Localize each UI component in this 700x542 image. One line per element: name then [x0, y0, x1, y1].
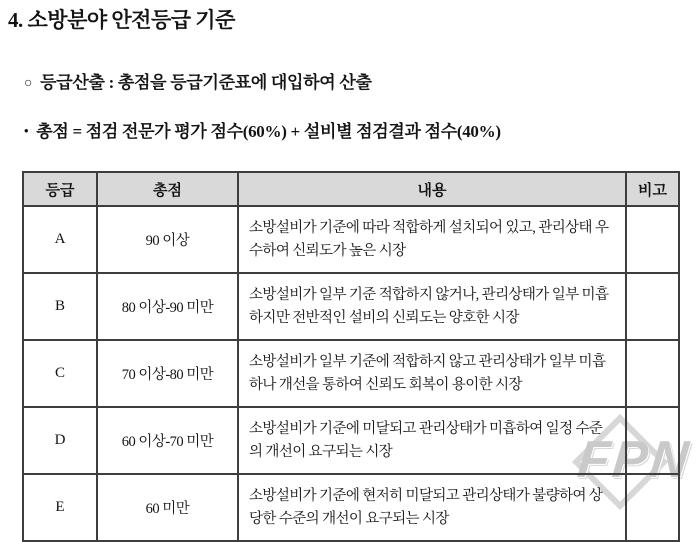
desc-cell: 소방설비가 기준에 현저히 미달되고 관리상태가 불량하여 상당한 수준의 개선이 요구되는 시장: [238, 474, 626, 541]
score-cell: 80 이상-90 미만: [97, 273, 238, 340]
note-cell: [626, 340, 679, 407]
bullet-grade-calc: [24, 68, 372, 93]
score-cell: 60 이상-70 미만: [97, 407, 238, 474]
table-row-grade-e: [23, 474, 679, 541]
score-cell: 60 미만: [97, 474, 238, 541]
grade-cell: D: [23, 407, 97, 474]
table-header-row: [23, 172, 679, 206]
grade-cell: C: [23, 340, 97, 407]
score-cell: 90 이상: [97, 206, 238, 273]
table-row-grade-d: [23, 407, 679, 474]
bullet-total-score-formula: [24, 117, 501, 142]
note-cell: [626, 206, 679, 273]
table-row-grade-a: [23, 206, 679, 273]
grade-cell: B: [23, 273, 97, 340]
table-row-grade-c: [23, 340, 679, 407]
header-grade: 등급: [23, 172, 97, 206]
grade-cell: E: [23, 474, 97, 541]
header-desc: 내용: [238, 172, 626, 206]
table-row-grade-b: [23, 273, 679, 340]
hollow-circle-bullet-icon: ○: [24, 76, 33, 91]
note-cell: [626, 474, 679, 541]
score-cell: 70 이상-80 미만: [97, 340, 238, 407]
header-note: 비고: [626, 172, 679, 206]
desc-cell: 소방설비가 일부 기준 적합하지 않거나, 관리상태가 일부 미흡하지만 전반적인 설비의 신뢰도는 양호한 시장: [238, 273, 626, 340]
note-cell: [626, 407, 679, 474]
dot-bullet-icon: •: [24, 123, 29, 138]
page-title: 4. 소방분야 안전등급 기준: [8, 8, 235, 32]
grade-criteria-table: [22, 171, 680, 542]
desc-cell: 소방설비가 기준에 따라 적합하게 설치되어 있고, 관리상태 우수하여 신뢰도가 높은 시장: [238, 206, 626, 273]
desc-cell: 소방설비가 일부 기준에 적합하지 않고 관리상태가 일부 미흡하나 개선을 통하여 신뢰도 회복이 용이한 시장: [238, 340, 626, 407]
note-cell: [626, 273, 679, 340]
watermark-logo-text: FPN: [574, 431, 695, 489]
desc-cell: 소방설비가 기준에 미달되고 관리상태가 미흡하여 일정 수준의 개선이 요구되는 시장: [238, 407, 626, 474]
header-score: 총점: [97, 172, 238, 206]
grade-cell: A: [23, 206, 97, 273]
bullet-grade-calc-text: 등급산출 : 총점을 등급기준표에 대입하여 산출: [40, 73, 372, 92]
bullet-total-score-text: 총점 = 점검 전문가 평가 점수(60%) + 설비별 점검결과 점수(40%): [36, 122, 501, 141]
